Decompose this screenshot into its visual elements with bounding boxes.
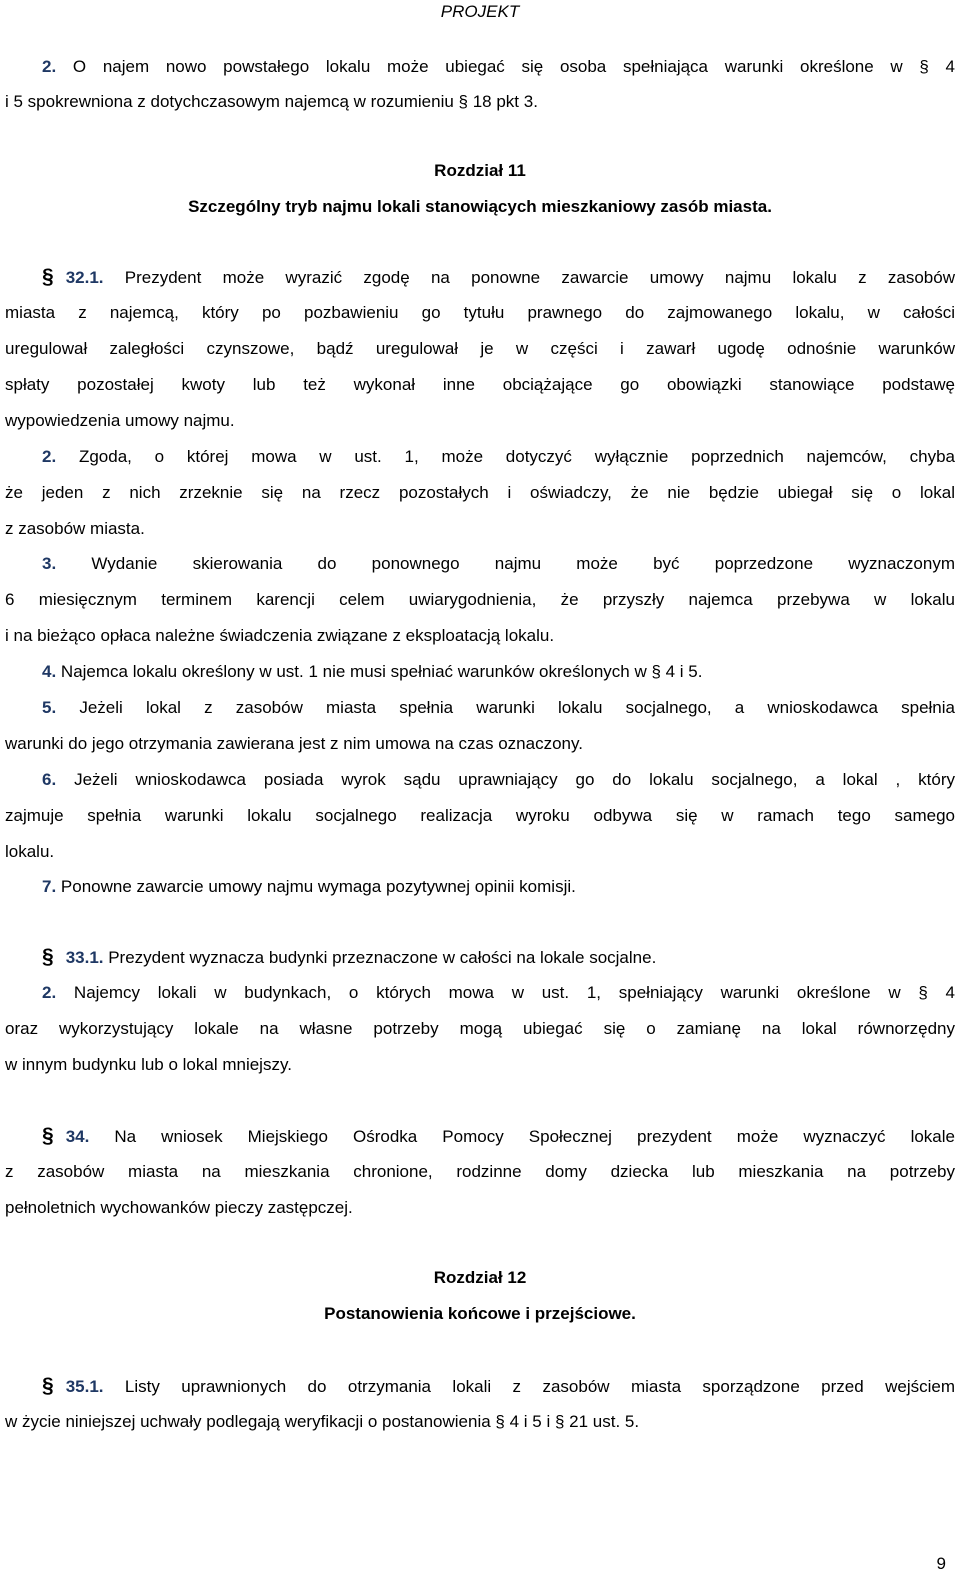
text-line bbox=[5, 91, 955, 113]
line-text: pełnoletnich wychowanków pieczy zastępczej. bbox=[5, 1198, 353, 1217]
line-text: z zasobów miasta. bbox=[5, 519, 145, 538]
line-text: Prezydent wyznacza budynki przeznaczone w całości na lokale socjalne. bbox=[103, 948, 657, 967]
line-text: Jeżeli wnioskodawca posiada wyrok sądu uprawniający go do lokalu socjalnego, a lokal , który bbox=[56, 770, 955, 789]
section-sign: § bbox=[42, 1374, 54, 1397]
line-text: uregulował zaległości czynszowe, bądź uregulował je w części i zawarł ugodę odnośnie warunków bbox=[5, 339, 955, 358]
document-status-label: PROJEKT bbox=[440, 2, 520, 21]
text-line bbox=[5, 841, 955, 863]
text-line bbox=[42, 56, 955, 78]
paragraph-number: 34. bbox=[65, 1127, 90, 1146]
text-line bbox=[42, 876, 955, 898]
paragraph-number: 32.1. bbox=[65, 268, 104, 287]
line-text: Najemca lokalu określony w ust. 1 nie musi spełniać warunków określonych w § 4 i 5. bbox=[56, 662, 703, 681]
text-line bbox=[5, 374, 955, 396]
line-text: Jeżeli lokal z zasobów miasta spełnia warunki lokalu socjalnego, a wnioskodawca spełnia bbox=[56, 698, 955, 717]
line-text: Na wniosek Miejskiego Ośrodka Pomocy Społecznej prezydent może wyznaczyć lokale bbox=[89, 1127, 955, 1146]
text-line bbox=[5, 805, 955, 827]
line-text: 6 miesięcznym terminem karencji celem uwiarygodnienia, że przyszły najemca przebywa w lokalu bbox=[5, 590, 955, 609]
chapter-heading bbox=[0, 160, 960, 182]
paragraph-number: 35.1. bbox=[65, 1377, 104, 1396]
text-line bbox=[5, 1411, 955, 1433]
text-line bbox=[42, 697, 955, 719]
chapter-heading bbox=[0, 1303, 960, 1325]
line-text: Ponowne zawarcie umowy najmu wymaga pozytywnej opinii komisji. bbox=[56, 877, 576, 896]
line-text: i na bieżąco opłaca należne świadczenia związane z eksploatacją lokalu. bbox=[5, 626, 555, 645]
section-sign: § bbox=[42, 1124, 54, 1147]
chapter-heading bbox=[0, 196, 960, 218]
text-line bbox=[5, 518, 955, 540]
line-text: warunki do jego otrzymania zawierana jest z nim umowa na czas oznaczony. bbox=[5, 734, 583, 753]
text-line bbox=[5, 733, 955, 755]
line-text: Listy uprawnionych do otrzymania lokali z zasobów miasta sporządzone przed wejściem bbox=[103, 1377, 955, 1396]
line-text: Wydanie skierowania do ponownego najmu może być poprzedzone wyznaczonym bbox=[56, 554, 955, 573]
text-line bbox=[42, 1375, 955, 1398]
text-line bbox=[5, 1197, 955, 1219]
line-text: że jeden z nich zrzeknie się na rzecz pozostałych i oświadczy, że nie będzie ubiegał się o lokal bbox=[5, 483, 955, 502]
section-sign: § bbox=[42, 265, 54, 288]
text-line bbox=[42, 553, 955, 575]
line-text: wypowiedzenia umowy najmu. bbox=[5, 411, 235, 430]
line-text: Szczególny tryb najmu lokali stanowiących mieszkaniowy zasób miasta. bbox=[188, 197, 772, 216]
line-text: zajmuje spełnia warunki lokalu socjalnego realizacja wyroku odbywa się w ramach tego samego bbox=[5, 806, 955, 825]
line-text: O najem nowo powstałego lokalu może ubiegać się osoba spełniająca warunki określone w § 4 bbox=[56, 57, 955, 76]
line-text: miasta z najemcą, który po pozbawieniu go tytułu prawnego do zajmowanego lokalu, w całości bbox=[5, 303, 955, 322]
line-text: Rozdział 12 bbox=[433, 1268, 527, 1287]
paragraph-number: 33.1. bbox=[65, 948, 104, 967]
line-text: lokalu. bbox=[5, 842, 55, 861]
section-sign: § bbox=[42, 945, 54, 968]
text-line bbox=[5, 1018, 955, 1040]
paragraph-number: 2. bbox=[42, 983, 57, 1002]
line-text: Najemcy lokali w budynkach, o których mowa w ust. 1, spełniający warunki określone w § 4 bbox=[56, 983, 955, 1002]
paragraph-number: 5. bbox=[42, 698, 57, 717]
text-line bbox=[5, 410, 955, 432]
text-line bbox=[42, 266, 955, 289]
line-text: Postanowienia końcowe i przejściowe. bbox=[324, 1304, 636, 1323]
text-line bbox=[5, 338, 955, 360]
text-line bbox=[5, 302, 955, 324]
text-line bbox=[42, 769, 955, 791]
line-text: Prezydent może wyrazić zgodę na ponowne zawarcie umowy najmu lokalu z zasobów bbox=[103, 268, 955, 287]
paragraph-number: 4. bbox=[42, 662, 57, 681]
text-line bbox=[42, 982, 955, 1004]
text-line bbox=[5, 589, 955, 611]
text-line bbox=[42, 1125, 955, 1148]
paragraph-number: 7. bbox=[42, 877, 57, 896]
text-line bbox=[42, 946, 955, 969]
text-line bbox=[42, 446, 955, 468]
text-line bbox=[5, 482, 955, 504]
line-text: i 5 spokrewniona z dotychczasowym najemcą w rozumieniu § 18 pkt 3. bbox=[5, 92, 538, 111]
paragraph-number: 3. bbox=[42, 554, 57, 573]
line-text: Rozdział 11 bbox=[434, 161, 526, 180]
line-text: spłaty pozostałej kwoty lub też wykonał inne obciążające go obowiązki stanowiące podstawę bbox=[5, 375, 955, 394]
text-line bbox=[5, 1054, 955, 1076]
line-text: z zasobów miasta na mieszkania chronione, rodzinne domy dziecka lub mieszkania na potrzeby bbox=[5, 1162, 955, 1181]
line-text: w życie niniejszej uchwały podlegają weryfikacji o postanowienia § 4 i 5 i § 21 ust. 5. bbox=[5, 1412, 640, 1431]
paragraph-number: 2. bbox=[42, 447, 57, 466]
text-line bbox=[5, 1161, 955, 1183]
text-line bbox=[5, 625, 955, 647]
chapter-heading bbox=[0, 1267, 960, 1289]
line-text: Zgoda, o której mowa w ust. 1, może dotyczyć wyłącznie poprzednich najemców, chyba bbox=[56, 447, 955, 466]
paragraph-number: 2. bbox=[42, 57, 57, 76]
line-text: oraz wykorzystujący lokale na własne potrzeby mogą ubiegać się o zamianę na lokal równorzędny bbox=[5, 1019, 955, 1038]
paragraph-number: 6. bbox=[42, 770, 57, 789]
page-number: 9 bbox=[936, 1554, 946, 1573]
text-line bbox=[42, 661, 955, 683]
line-text: w innym budynku lub o lokal mniejszy. bbox=[5, 1055, 292, 1074]
